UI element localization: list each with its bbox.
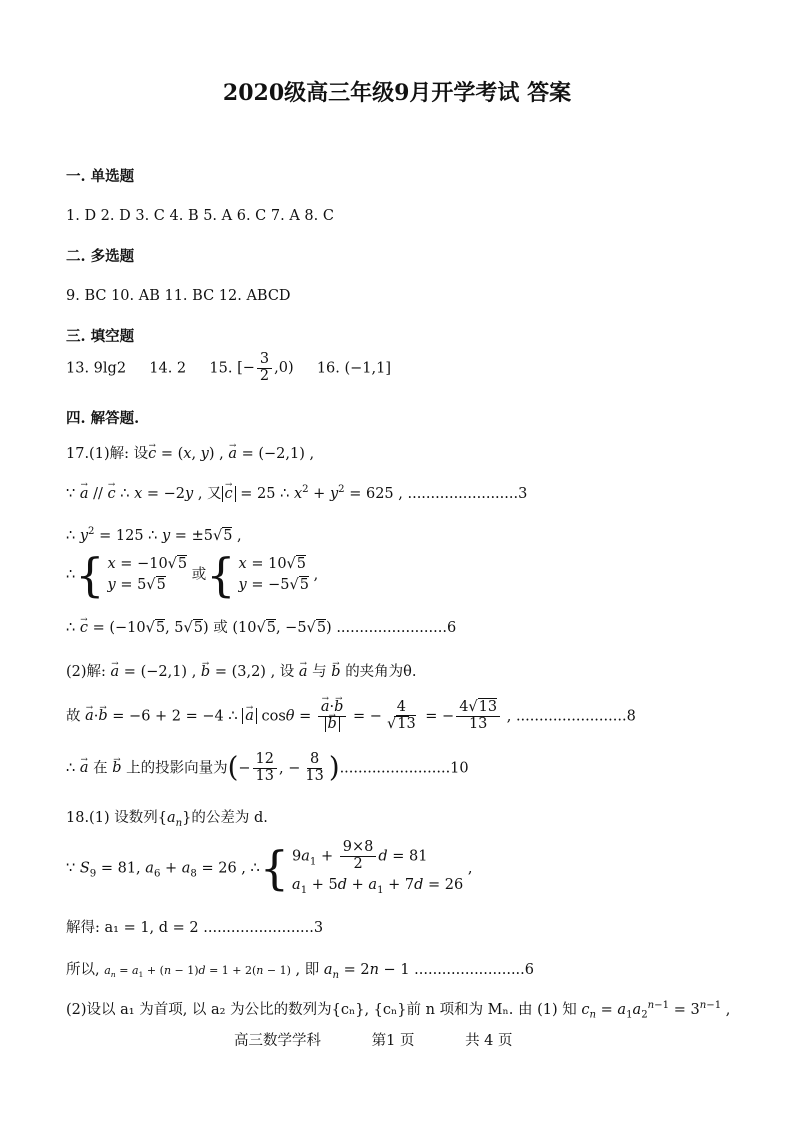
footer-total: 共 4 页	[465, 1033, 513, 1049]
q17-p2-intro: (2)解:	[66, 664, 106, 680]
q17-line6: (2)解: → a = (−2,1) , → b = (3,2) , 设 → a 与 → b 的夹角为θ.	[66, 664, 417, 681]
q17-line7: 故 → a·→ b = −6 + 2 = −4 ∴ → a cosθ = → a·→ b → b = − $\frac{4}{√13}$ = − $\frac{4√13}{13}$ , ........................8	[66, 700, 636, 733]
q18-solve-label: 解得:	[66, 920, 100, 936]
single-choice-answers: 1. D 2. D 3. C 4. B 5. A 6. C 7. A 8. C	[66, 208, 334, 224]
q18-system: ∵ $S_9 = 81$, $a_6 + a_8 = 26$ , ∴ { $9a_1$ + $\frac{9\times 8}{2}$ d = 81 $a_1 + 5d + a_1 + 7d = 26$ ,	[66, 839, 473, 896]
q13-label: 13.	[66, 360, 90, 377]
q17-line8: ∴ → a 在 → b 上的投影向量为(− $\frac{12}{13}$ , − $\frac{8}{13}$ )........................10	[66, 752, 469, 785]
q17-system: ∴ { x = −10√5 y = 5√5 或 { x = 10√5 y = −5√5 ,	[66, 548, 319, 602]
section-solutions: 四. 解答题.	[66, 410, 140, 427]
section-multi-choice: 二. 多选题	[66, 248, 135, 265]
page-title: 2020级高三年级9月开学考试 答案	[222, 80, 572, 106]
q17-score8: ........................8	[515, 708, 636, 725]
section-single-choice: 一. 单选题	[66, 168, 135, 185]
q17-proj-text: 上的投影向量为	[126, 760, 228, 777]
q17-score6: ........................6	[336, 620, 457, 636]
q17-score10: ........................10	[339, 760, 469, 777]
q18-p1-tail: 的公差为 d.	[191, 810, 268, 826]
q18-so-label: 所以,	[66, 962, 100, 978]
q14-answer: 14. 2	[149, 360, 187, 377]
multi-choice-answers: 9. BC 10. AB 11. BC 12. ABCD	[66, 288, 291, 304]
q17-line1: 17.(1)解: 设→ c = (x, y) , → a = (−2,1) ,	[66, 446, 314, 463]
q16-answer: (−1,1]	[344, 360, 392, 377]
q18-p2-text: (2)设以 a₁ 为首项, 以 a₂ 为公比的数列为{cₙ}, {cₙ}前 n 项和为 Mₙ. 由 (1) 知	[66, 1001, 577, 1018]
q17-p1-intro: 17.(1)解: 设	[66, 446, 149, 462]
footer-subject: 高三数学学科	[234, 1033, 321, 1049]
q17-line3: ∴ $y^2 = 125$ ∴ y = ±5√5 ,	[66, 526, 242, 544]
q18-line1: 18.(1) 设数列$\{a_n\}$的公差为 d.	[66, 810, 268, 829]
page-footer	[234, 1029, 559, 1050]
q17-line2: ∵ → a // → c ∴ x = −2y , 又→ c = 25 ∴ $x^2 + y^2 = 625$ , ........................3	[66, 484, 527, 503]
q18-p1-intro: 18.(1) 设数列	[66, 810, 158, 826]
q17-score3: ........................3	[407, 485, 528, 502]
q15-answer: [− $\frac{3}{2}$ ,0)	[237, 351, 294, 384]
q18-line5: (2)设以 a₁ 为首项, 以 a₂ 为公比的数列为{cₙ}, {cₙ}前 n 项和为 Mₙ. 由 (1) 知 $c_n = a_1a_2^{n-1} = 3^{n-1}$ ,	[66, 1000, 731, 1021]
q18-score6: ........................6	[414, 962, 535, 978]
q18-line3	[66, 920, 323, 937]
q17-angle-text: 的夹角为θ.	[345, 664, 417, 680]
q13-answer: 9lg2	[93, 360, 127, 377]
q16-label: 16.	[316, 360, 340, 377]
fill-blank-answers	[66, 352, 391, 385]
q18-solve-expr: a₁ = 1, d = 2	[104, 920, 199, 936]
section-fill-blank: 三. 填空题	[66, 328, 135, 345]
footer-page: 第1 页	[371, 1033, 415, 1049]
q17-line5: ∴ → c = (−10√5, 5√5) 或 (10√5, −5√5) ........................6	[66, 620, 456, 637]
q18-score3: ........................3	[203, 920, 324, 936]
q15-label: 15.	[209, 360, 233, 377]
q18-line4: 所以, $a_n = a_1 + (n - 1)d = 1 + 2(n - 1)$ , 即 $a_n = 2n - 1$ ........................6	[66, 962, 535, 981]
